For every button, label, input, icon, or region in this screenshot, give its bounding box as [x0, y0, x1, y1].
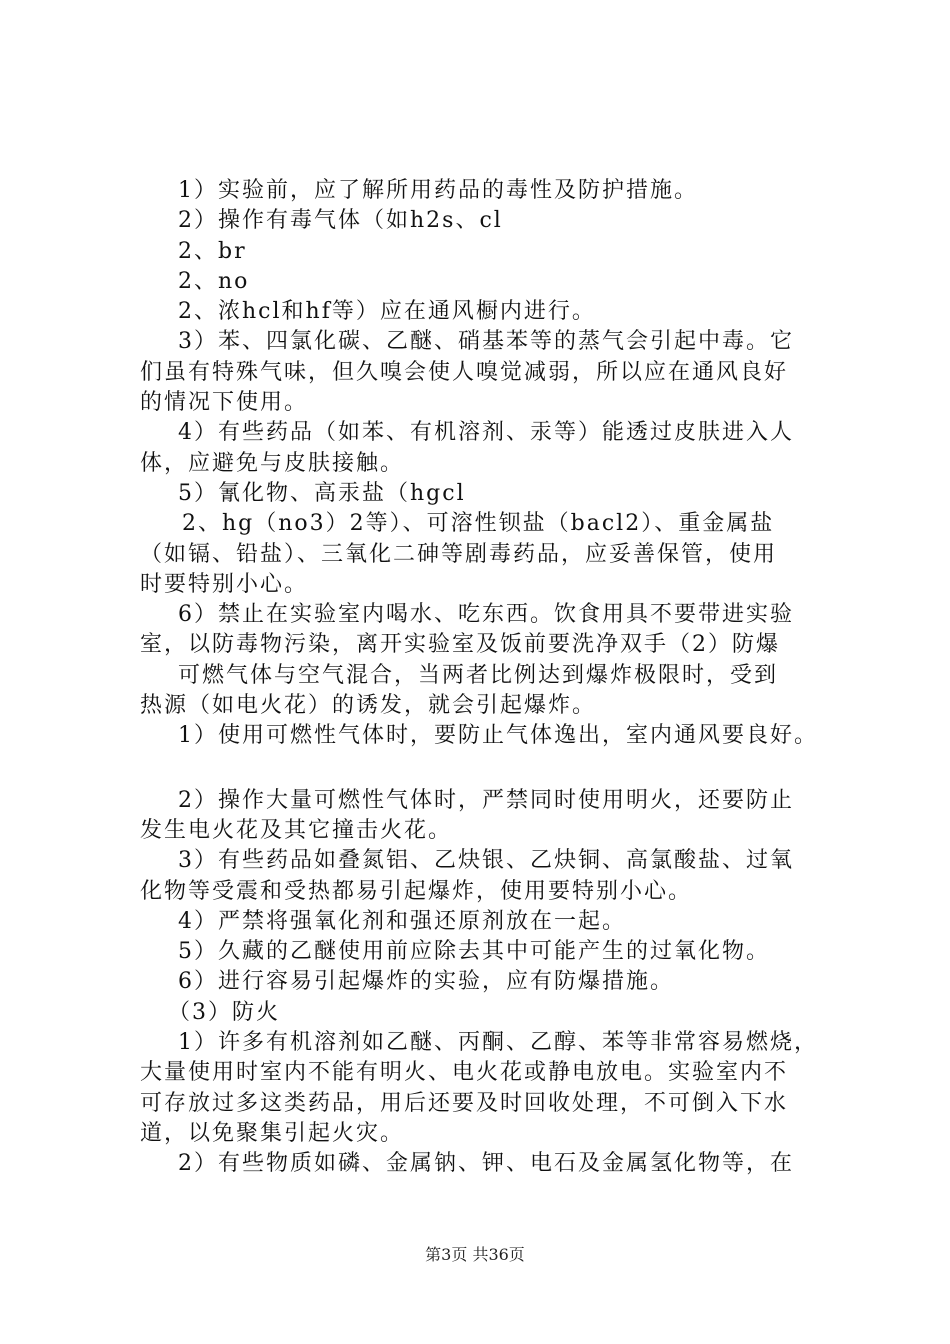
- paragraph-line: 道，以免聚集引起火灾。: [140, 1120, 405, 1146]
- paragraph-line: 化物等受震和受热都易引起爆炸，使用要特别小心。: [140, 878, 693, 904]
- paragraph-line: 2、hg（no3）2等）、可溶性钡盐（bacl2）、重金属盐: [182, 511, 775, 537]
- paragraph-line: 发生电火花及其它撞击火花。: [140, 817, 453, 843]
- paragraph-line: 6）进行容易引起爆炸的实验，应有防爆措施。: [178, 969, 674, 995]
- paragraph-line: 2）有些物质如磷、金属钠、钾、电石及金属氢化物等，在: [178, 1151, 794, 1177]
- paragraph-line: 1）使用可燃性气体时，要防止气体逸出，室内通风要良好。: [178, 723, 818, 749]
- paragraph-line: 1）许多有机溶剂如乙醚、丙酮、乙醇、苯等非常容易燃烧，: [178, 1030, 818, 1056]
- page-footer: 第3页 共36页: [425, 1245, 525, 1264]
- paragraph-line: 体，应避免与皮肤接触。: [140, 450, 405, 476]
- paragraph-line: 2、br: [178, 238, 247, 264]
- paragraph-line: 2、浓hcl和hf等）应在通风橱内进行。: [178, 299, 596, 325]
- paragraph-line: 2）操作大量可燃性气体时，严禁同时使用明火，还要防止: [178, 787, 794, 813]
- document-body: [140, 176, 852, 1180]
- paragraph-line: 热源（如电火花）的诱发，就会引起爆炸。: [140, 693, 597, 719]
- paragraph-line: 2）操作有毒气体（如h2s、cl: [178, 208, 503, 234]
- paragraph-line: 5）久藏的乙醚使用前应除去其中可能产生的过氧化物。: [178, 939, 770, 965]
- paragraph-line: 3）有些药品如叠氮铝、乙炔银、乙炔铜、高氯酸盐、过氧: [178, 848, 794, 874]
- paragraph-line: 时要特别小心。: [140, 571, 309, 597]
- paragraph-line: 们虽有特殊气味，但久嗅会使人嗅觉减弱，所以应在通风良好: [140, 359, 789, 385]
- paragraph-line: 可存放过多这类药品，用后还要及时回收处理，不可倒入下水: [140, 1090, 789, 1116]
- paragraph-line: （如镉、铅盐）、三氧化二砷等剧毒药品，应妥善保管，使用: [140, 541, 778, 567]
- paragraph-line: 5）氰化物、高汞盐（hgcl: [178, 480, 466, 506]
- paragraph-line: 2、no: [178, 268, 250, 294]
- blank-line: [140, 752, 852, 786]
- paragraph-line: 大量使用时室内不能有明火、电火花或静电放电。实验室内不: [140, 1060, 789, 1086]
- paragraph-line: 可燃气体与空气混合，当两者比例达到爆炸极限时，受到: [178, 662, 779, 688]
- paragraph-line: 4）严禁将强氧化剂和强还原剂放在一起。: [178, 908, 626, 934]
- paragraph-line: 4）有些药品（如苯、有机溶剂、汞等）能透过皮肤进入人: [178, 420, 794, 446]
- paragraph-line: 1）实验前，应了解所用药品的毒性及防护措施。: [178, 178, 698, 203]
- paragraph-line: 室，以防毒物污染，离开实验室及饭前要洗净双手（2）防爆: [140, 632, 780, 658]
- paragraph-line: 3）苯、四氯化碳、乙醚、硝基苯等的蒸气会引起中毒。它: [178, 329, 794, 355]
- paragraph-line: 6）禁止在实验室内喝水、吃东西。饮食用具不要带进实验: [178, 602, 794, 628]
- paragraph-line: 的情况下使用。: [140, 390, 309, 416]
- section-heading: （3）防火: [168, 999, 280, 1025]
